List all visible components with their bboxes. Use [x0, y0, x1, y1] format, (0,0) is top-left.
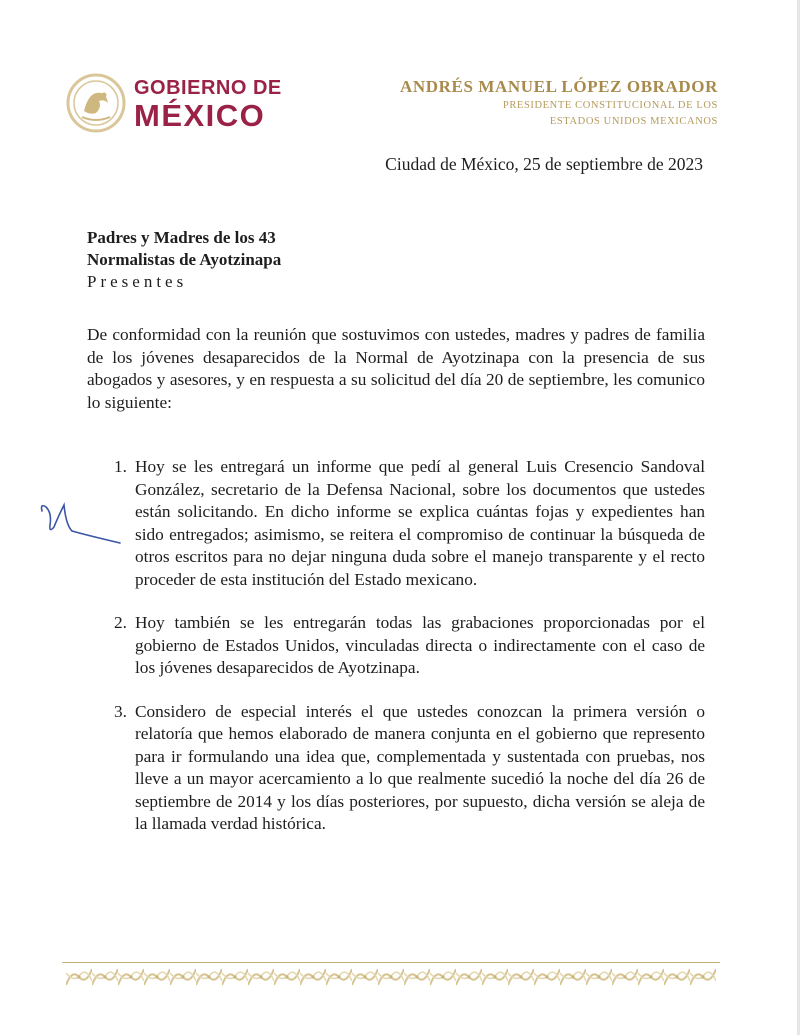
- addressee-line-3: Presentes: [87, 272, 188, 291]
- president-title-2: ESTADOS UNIDOS MEXICANOS: [549, 116, 718, 128]
- list-item-text: Hoy se les entregará un informe que pedí al general Luis Cresencio Sandoval González, secretario de la Defensa Nacional, sobre los documentos que ustedes están solicitando. En dicho informe se explica cuántas fojas y expedientes han sido entregados; asimismo, se reitera el compromiso de continuar la búsqueda de otros escritos para no dejar ninguna duda sobre el manejo transparente y el recto proceder de esta institución del Estado mexicano.: [135, 457, 705, 589]
- national-seal-icon: [66, 73, 126, 133]
- footer-divider: [62, 962, 720, 963]
- logo-line-1: GOBIERNO DE: [134, 77, 282, 99]
- president-title-1: PRESIDENTE CONSTITUCIONAL DE LOS: [502, 100, 718, 111]
- list-item-number: 3.: [114, 701, 127, 721]
- numbered-list: [87, 456, 705, 857]
- president-header: [400, 77, 718, 129]
- list-item-text: Hoy también se les entregarán todas las grabaciones proporcionadas por el gobierno de Estados Unidos, vinculadas directa o indirectamente con el caso de los jóvenes desaparecidos de Ayotzinapa.: [135, 613, 705, 677]
- letter-date: Ciudad de México, 25 de septiembre de 2023: [385, 154, 703, 174]
- addressee-line-1: Padres y Madres de los 43: [87, 228, 276, 247]
- list-item-text: Considero de especial interés el que ustedes conozcan la primera versión o relatoría que hemos elaborado de manera conjunta en el gobierno que represento para ir formulando una idea que, complementada y sustentada con pruebas, nos lleve a un mayor acercamiento a lo que realmente sucedió la noche del día 26 de septiembre de 2014 y los días posteriores, por supuesto, dicha versión se aleja de la llamada verdad histórica.: [135, 701, 705, 833]
- addressee-line-2: Normalistas de Ayotzinapa: [87, 250, 282, 269]
- list-item: [87, 612, 705, 680]
- list-item: [87, 701, 705, 836]
- list-item-number: 2.: [114, 613, 127, 632]
- list-item: [87, 456, 705, 591]
- signature-initial-icon: [36, 495, 126, 545]
- logo-line-2: MÉXICO: [134, 98, 266, 133]
- list-item-number: 1.: [114, 457, 127, 476]
- intro-paragraph: De conformidad con la reunión que sostuvimos con ustedes, madres y padres de familia de los jóvenes desaparecidos de la Normal de Ayotzinapa con la presencia de sus abogados y asesores, y en respuesta a su solicitud del día 20 de septiembre, les comunico lo siguiente:: [87, 325, 705, 412]
- footer-pattern-icon: [66, 967, 716, 987]
- addressee-block: [87, 227, 281, 293]
- president-name: ANDRÉS MANUEL LÓPEZ OBRADOR: [400, 77, 718, 96]
- government-logo: [134, 78, 282, 131]
